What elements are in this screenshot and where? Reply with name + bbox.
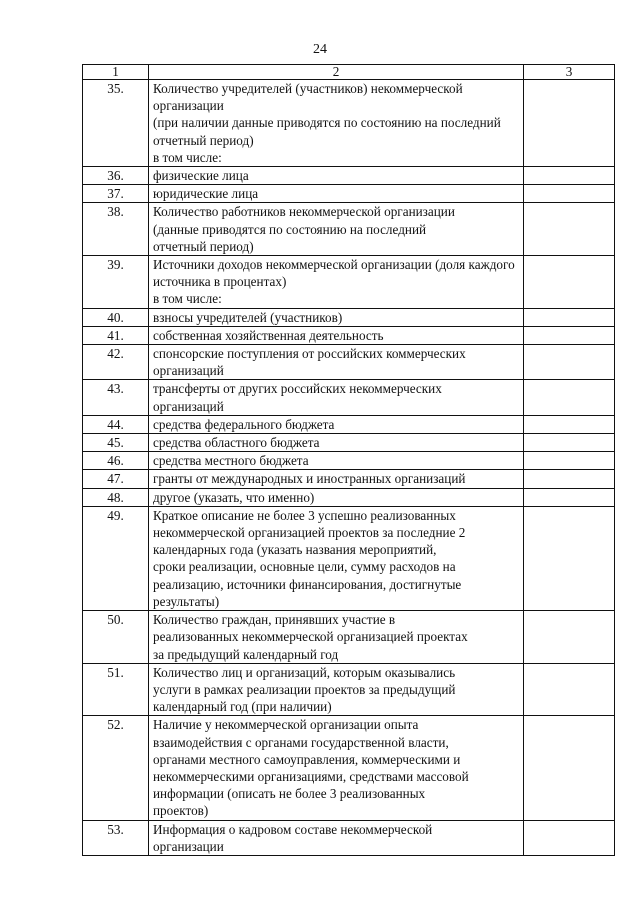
row-number: 39. [83,256,149,309]
row-description: гранты от международных и иностранных организаций [149,470,524,488]
row-value-cell[interactable] [524,470,615,488]
table-row [83,452,615,470]
row-number: 43. [83,380,149,415]
row-description: юридические лица [149,185,524,203]
table-row [83,820,615,855]
row-number: 37. [83,185,149,203]
row-value-cell[interactable] [524,820,615,855]
row-description: физические лица [149,167,524,185]
row-description: Количество лиц и организаций, которым оказывались услуги в рамках реализации проектов за предыдущий календарный год (при наличии) [149,663,524,716]
row-description: Наличие у некоммерческой организации опыта взаимодействия с органами государственной власти, органами местного самоуправления, коммерческими и некоммерческими организациями, средствами массовой информации (описать не более 3 реализованных проектов) [149,716,524,820]
row-value-cell[interactable] [524,611,615,664]
row-value-cell[interactable] [524,308,615,326]
row-number: 48. [83,488,149,506]
row-number: 51. [83,663,149,716]
row-value-cell[interactable] [524,415,615,433]
table-row [83,470,615,488]
row-number: 44. [83,415,149,433]
table-row [83,256,615,309]
table-row [83,203,615,256]
table-body [83,80,615,856]
row-number: 36. [83,167,149,185]
table-row [83,415,615,433]
row-number: 41. [83,326,149,344]
row-number: 53. [83,820,149,855]
row-value-cell[interactable] [524,185,615,203]
table-row [83,506,615,610]
row-description: собственная хозяйственная деятельность [149,326,524,344]
table-row [83,434,615,452]
row-description: взносы учредителей (участников) [149,308,524,326]
table-header [83,65,615,80]
row-value-cell[interactable] [524,452,615,470]
table-row [83,663,615,716]
row-number: 45. [83,434,149,452]
row-description: Количество учредителей (участников) некоммерческой организации (при наличии данные приводятся по состоянию на последний отчетный период) в том числе: [149,80,524,167]
row-value-cell[interactable] [524,380,615,415]
row-description: средства федерального бюджета [149,415,524,433]
row-number: 50. [83,611,149,664]
row-description: другое (указать, что именно) [149,488,524,506]
row-value-cell[interactable] [524,716,615,820]
table-row [83,488,615,506]
row-value-cell[interactable] [524,345,615,380]
row-value-cell[interactable] [524,663,615,716]
row-value-cell[interactable] [524,506,615,610]
form-table [82,64,615,856]
row-value-cell[interactable] [524,434,615,452]
row-description: средства местного бюджета [149,452,524,470]
header-col-3: 3 [524,65,615,80]
row-number: 38. [83,203,149,256]
table-row [83,80,615,167]
row-value-cell[interactable] [524,167,615,185]
row-value-cell[interactable] [524,256,615,309]
table-row [83,611,615,664]
row-description: спонсорские поступления от российских коммерческих организаций [149,345,524,380]
row-number: 52. [83,716,149,820]
row-value-cell[interactable] [524,203,615,256]
header-col-2: 2 [149,65,524,80]
row-description: Количество работников некоммерческой организации (данные приводятся по состоянию на последний отчетный период) [149,203,524,256]
row-description: Информация о кадровом составе некоммерческой организации [149,820,524,855]
row-number: 47. [83,470,149,488]
row-number: 42. [83,345,149,380]
row-number: 35. [83,80,149,167]
table-row [83,167,615,185]
row-value-cell[interactable] [524,326,615,344]
row-number: 40. [83,308,149,326]
header-col-1: 1 [83,65,149,80]
row-description: Количество граждан, принявших участие в реализованных некоммерческой организацией проектах за предыдущий календарный год [149,611,524,664]
table-row [83,345,615,380]
row-value-cell[interactable] [524,488,615,506]
table-row [83,716,615,820]
table-row [83,185,615,203]
row-number: 46. [83,452,149,470]
table-row [83,308,615,326]
table-row [83,380,615,415]
table-row [83,326,615,344]
header-row [83,65,615,80]
row-description: средства областного бюджета [149,434,524,452]
row-value-cell[interactable] [524,80,615,167]
row-description: трансферты от других российских некоммерческих организаций [149,380,524,415]
row-description: Источники доходов некоммерческой организации (доля каждого источника в процентах) в том числе: [149,256,524,309]
row-description: Краткое описание не более 3 успешно реализованных некоммерческой организацией проектов за последние 2 календарных года (указать названия мероприятий, сроки реализации, основные цели, сумму расходов на реализацию, источники финансирования, достигнутые результаты) [149,506,524,610]
row-number: 49. [83,506,149,610]
page-number: 24 [313,42,327,57]
